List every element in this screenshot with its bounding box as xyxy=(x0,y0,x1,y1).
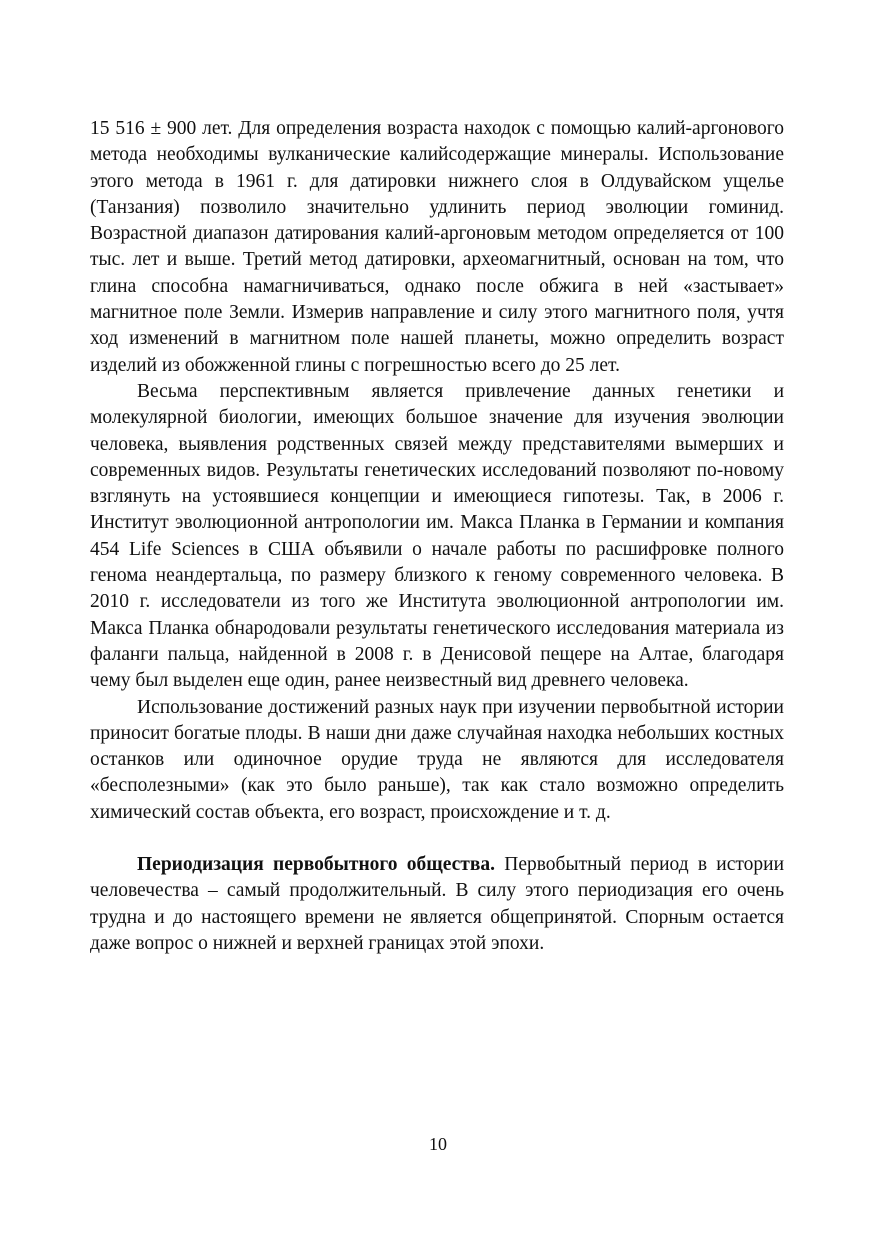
paragraph-periodization xyxy=(90,852,784,957)
page-body xyxy=(90,116,784,957)
page-number: 10 xyxy=(429,1134,447,1154)
paragraph-genetics: Весьма перспективным является привлечение данных генетики и молекулярной биологии, имеющих большое значение для изучения эволюции человека, выявления родственных связей между представителями вымерших и современных видов. Результаты генетических исследований позволяют по-новому взглянуть на устоявшиеся концепции и имеющиеся гипотезы. Так, в 2006 г. Институт эволюционной антропологии им. Макса Планка в Германии и компания 454 Life Sciences в США объявили о начале работы по расшифровке полного генома неандертальца, по размеру близкого к геному современного человека. В 2010 г. исследователи из того же Института эволюционной антропологии им. Макса Планка обнародовали результаты генетического исследования материала из фаланги пальца, найденной в 2008 г. в Денисовой пещере на Алтае, благодаря чему был выделен еще один, ранее неизвестный вид древнего человека. xyxy=(90,380,784,692)
section-spacer xyxy=(90,826,784,852)
section-text: Первобытный период в истории человечества – самый продолжительный. В силу этого периодизация его очень трудна и до настоящего времени не является общепринятой. Спорным остается даже вопрос о нижней и верхней границах этой эпохи. xyxy=(90,854,785,954)
section-heading: Периодизация первобытного общества. xyxy=(137,854,496,876)
paragraph-dating-methods: 15 516 ± 900 лет. Для определения возраста находок с помощью калий-аргонового метода необходимы вулканические калийсодержащие минералы. Использование этого метода в 1961 г. для датировки нижнего слоя в Олдувайском ущелье (Танзания) позволило значительно удлинить период эволюции гоминид. Возрастной диапазон датирования калий-аргоновым методом определяется от 100 тыс. лет и выше. Третий метод датировки, археомагнитный, основан на том, что глина способна намагничиваться, однако после обжига в ней «застывает» магнитное поле Земли. Измерив направление и силу этого магнитного поля, учтя ход изменений в магнитном поле нашей планеты, можно определить возраст изделий из обожженной глины с погрешностью всего до 25 лет. xyxy=(90,118,784,376)
paragraph-interdisciplinary: Использование достижений разных наук при изучении первобытной истории приносит богатые плоды. В наши дни даже случайная находка небольших костных останков или одиночное орудие труда не являются для исследователя «бесполезными» (как это было раньше), так как стало возможно определить химический состав объекта, его возраст, происхождение и т. д. xyxy=(90,696,784,823)
